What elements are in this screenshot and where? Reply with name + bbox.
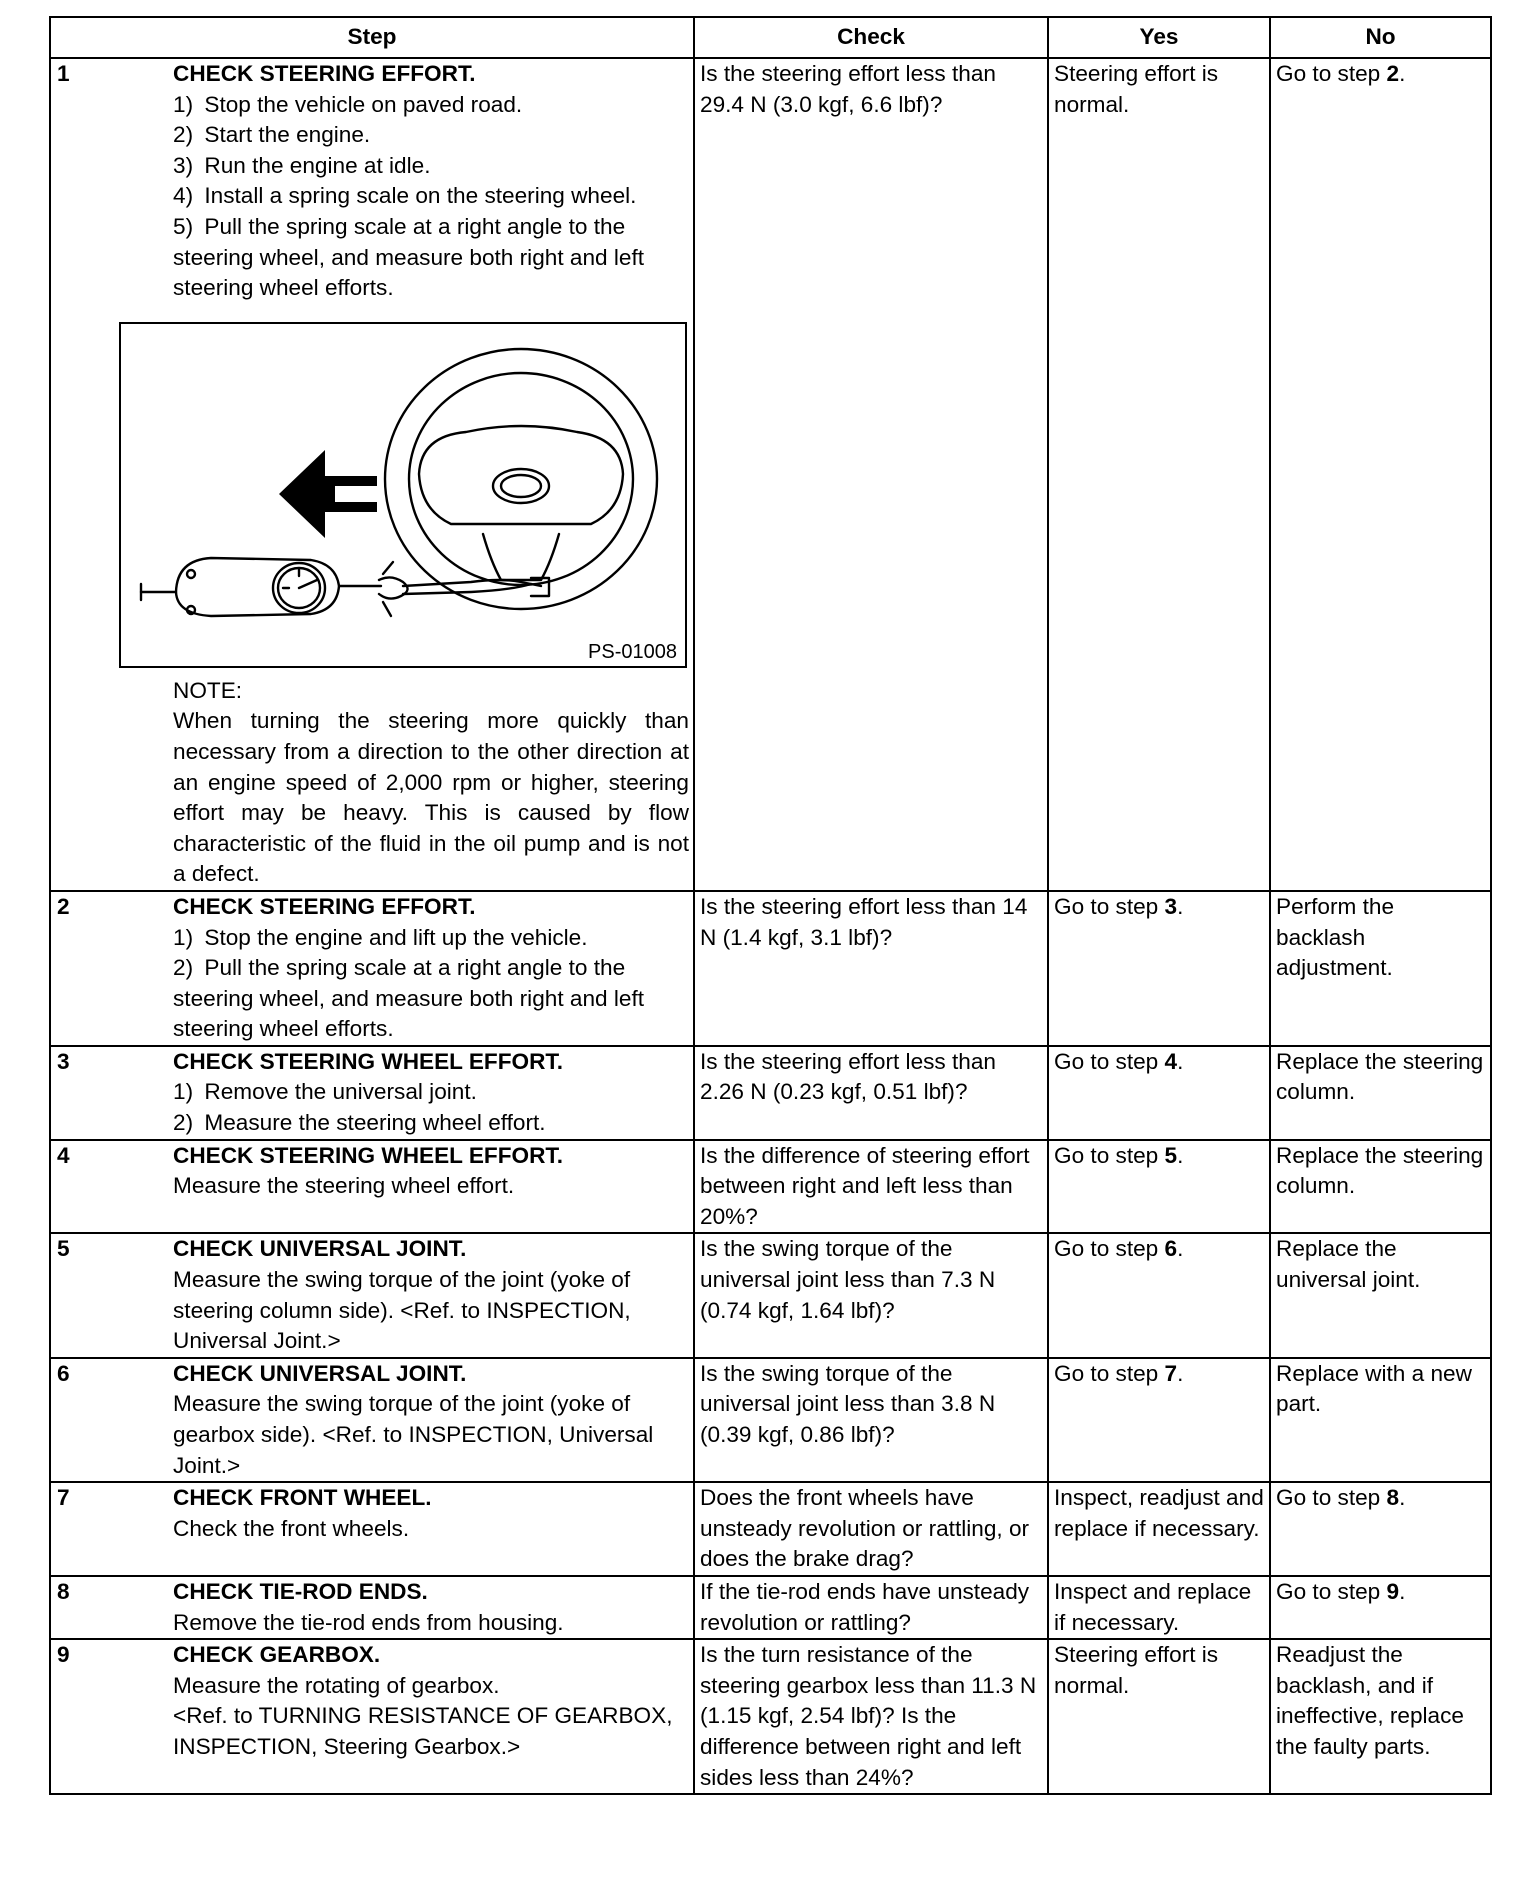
troubleshooting-sheet [49, 16, 1492, 1795]
goto-step-link[interactable]: 5 [1164, 1142, 1178, 1168]
step-line: <Ref. to TURNING RESISTANCE OF GEARBOX, INSPECTION, Steering Gearbox.> [173, 1703, 673, 1759]
step-cell [50, 1358, 694, 1482]
yes-cell: Steering effort is normal. [1048, 1639, 1270, 1794]
no-cell: Readjust the backlash, and if ineffective, replace the faulty parts. [1270, 1639, 1491, 1794]
goto-suffix: . [1177, 1236, 1184, 1262]
step-number: 5 [57, 1236, 70, 1262]
goto-step-link[interactable]: 2 [1386, 61, 1400, 86]
step-cell [50, 1233, 694, 1357]
step-row-1 [50, 58, 1491, 891]
step-row-8 [50, 1576, 1491, 1639]
goto-suffix: . [1177, 1048, 1184, 1074]
check-cell: Does the front wheels have unsteady revolution or rattling, or does the brake drag? [694, 1482, 1048, 1576]
step-line: 1) Stop the engine and lift up the vehicle. [173, 924, 588, 950]
header-check: Check [694, 17, 1048, 58]
note-heading: NOTE: [173, 677, 243, 703]
step-number: 6 [57, 1360, 70, 1386]
step-number: 7 [57, 1485, 70, 1511]
step-line: 1) Remove the universal joint. [173, 1079, 477, 1105]
goto-step-link[interactable]: 7 [1164, 1360, 1178, 1386]
yes-cell: Inspect, readjust and replace if necessary. [1048, 1482, 1270, 1576]
step-line: 1) Stop the vehicle on paved road. [173, 91, 523, 117]
header-row [50, 17, 1491, 58]
check-cell: If the tie-rod ends have unsteady revolution or rattling? [694, 1576, 1048, 1639]
check-cell: Is the swing torque of the universal joint less than 3.8 N (0.39 kgf, 0.86 lbf)? [694, 1358, 1048, 1482]
no-cell: Perform the backlash adjustment. [1270, 891, 1491, 1046]
step-row-9 [50, 1639, 1491, 1794]
step-line: 4) Install a spring scale on the steering wheel. [173, 183, 637, 209]
header-yes: Yes [1048, 17, 1270, 58]
step-cell [50, 891, 694, 1046]
step-line: 3) Run the engine at idle. [173, 152, 431, 178]
header-no: No [1270, 17, 1491, 58]
goto-step-link[interactable]: 9 [1386, 1578, 1400, 1604]
goto-step-link[interactable]: 3 [1164, 893, 1178, 919]
step-row-2 [50, 891, 1491, 1046]
goto-prefix: Go to step [1276, 1578, 1387, 1604]
step-title: CHECK STEERING EFFORT. [173, 61, 476, 86]
no-cell: Replace the steering column. [1270, 1140, 1491, 1234]
goto-suffix: . [1399, 1578, 1406, 1604]
step-title: CHECK UNIVERSAL JOINT. [173, 1236, 467, 1262]
step-title: CHECK STEERING EFFORT. [173, 893, 476, 919]
yes-cell [1048, 1233, 1270, 1357]
goto-step-link[interactable]: 4 [1164, 1048, 1178, 1074]
step-cell [50, 1140, 694, 1234]
goto-prefix: Go to step [1054, 1360, 1165, 1386]
step-row-7 [50, 1482, 1491, 1576]
step-number: 1 [57, 61, 70, 86]
step-line: Remove the tie-rod ends from housing. [173, 1609, 564, 1635]
step-row-3 [50, 1046, 1491, 1140]
goto-suffix: . [1177, 1360, 1184, 1386]
goto-prefix: Go to step [1054, 1048, 1165, 1074]
step-line: Measure the rotating of gearbox. [173, 1672, 500, 1698]
step-cell [50, 1482, 694, 1576]
goto-suffix: . [1177, 893, 1184, 919]
step-line: Measure the swing torque of the joint (yoke of gearbox side). <Ref. to INSPECTION, Universal Joint.> [173, 1391, 654, 1478]
step-number: 9 [57, 1642, 70, 1668]
yes-cell: Inspect and replace if necessary. [1048, 1576, 1270, 1639]
step-line: Measure the swing torque of the joint (yoke of steering column side). <Ref. to INSPECTION, Universal Joint.> [173, 1267, 631, 1354]
no-cell [1270, 1576, 1491, 1639]
goto-prefix: Go to step [1276, 61, 1387, 86]
step-number: 4 [57, 1142, 70, 1168]
step-number: 2 [57, 893, 70, 919]
step-title: CHECK GEARBOX. [173, 1642, 381, 1668]
diagnostic-table [49, 16, 1492, 1795]
step-cell [50, 1639, 694, 1794]
goto-prefix: Go to step [1054, 893, 1165, 919]
goto-suffix: . [1399, 1485, 1406, 1511]
note-text: When turning the steering more quickly than necessary from a direction to the other direction at an engine speed of 2,000 rpm or higher, steering effort may be heavy. This is caused by flow characteristic of the fluid in the oil pump and is not a defect. [173, 708, 689, 887]
check-cell: Is the difference of steering effort between right and left less than 20%? [694, 1140, 1048, 1234]
step-line: Check the front wheels. [173, 1515, 410, 1541]
yes-cell [1048, 891, 1270, 1046]
goto-suffix: . [1399, 61, 1406, 86]
step-row-4 [50, 1140, 1491, 1234]
step-title: CHECK FRONT WHEEL. [173, 1485, 432, 1511]
step-row-5 [50, 1233, 1491, 1357]
no-cell: Replace the steering column. [1270, 1046, 1491, 1140]
step-row-6 [50, 1358, 1491, 1482]
check-cell: Is the steering effort less than 14 N (1.4 kgf, 3.1 lbf)? [694, 891, 1048, 1046]
goto-suffix: . [1177, 1142, 1184, 1168]
no-cell: Replace with a new part. [1270, 1358, 1491, 1482]
check-cell: Is the steering effort less than 2.26 N (0.23 kgf, 0.51 lbf)? [694, 1046, 1048, 1140]
yes-cell [1048, 1140, 1270, 1234]
step-title: CHECK STEERING WHEEL EFFORT. [173, 1142, 563, 1168]
steering-effort-figure [119, 322, 687, 668]
step-line: Measure the steering wheel effort. [173, 1173, 515, 1199]
check-cell: Is the steering effort less than 29.4 N (3.0 kgf, 6.6 lbf)? [694, 58, 1048, 891]
no-cell [1270, 58, 1491, 891]
step-number: 8 [57, 1578, 70, 1604]
goto-prefix: Go to step [1276, 1485, 1387, 1511]
spring-scale-steering-wheel-illustration [121, 324, 685, 666]
goto-step-link[interactable]: 6 [1164, 1236, 1178, 1262]
step-cell [50, 1046, 694, 1140]
no-cell [1270, 1482, 1491, 1576]
step-title: CHECK UNIVERSAL JOINT. [173, 1360, 467, 1386]
goto-step-link[interactable]: 8 [1386, 1485, 1400, 1511]
yes-cell [1048, 1358, 1270, 1482]
no-cell: Replace the universal joint. [1270, 1233, 1491, 1357]
yes-cell: Steering effort is normal. [1048, 58, 1270, 891]
header-step: Step [50, 17, 694, 58]
check-cell: Is the turn resistance of the steering gearbox less than 11.3 N (1.15 kgf, 2.54 lbf)? Is the difference between right and left sides less than 24%? [694, 1639, 1048, 1794]
step-number: 3 [57, 1048, 70, 1074]
step-line: 2) Pull the spring scale at a right angle to the steering wheel, and measure both right and left steering wheel efforts. [173, 955, 644, 1042]
step-line: 2) Measure the steering wheel effort. [173, 1110, 546, 1136]
yes-cell [1048, 1046, 1270, 1140]
step-title: CHECK TIE-ROD ENDS. [173, 1578, 428, 1604]
step-line: 2) Start the engine. [173, 122, 371, 148]
figure-code: PS-01008 [588, 640, 677, 663]
goto-prefix: Go to step [1054, 1142, 1165, 1168]
check-cell: Is the swing torque of the universal joint less than 7.3 N (0.74 kgf, 1.64 lbf)? [694, 1233, 1048, 1357]
step-cell [50, 1576, 694, 1639]
step-title: CHECK STEERING WHEEL EFFORT. [173, 1048, 563, 1074]
goto-prefix: Go to step [1054, 1236, 1165, 1262]
step-cell [50, 58, 694, 891]
step-line: 5) Pull the spring scale at a right angle to the steering wheel, and measure both right and left steering wheel efforts. [173, 213, 644, 301]
